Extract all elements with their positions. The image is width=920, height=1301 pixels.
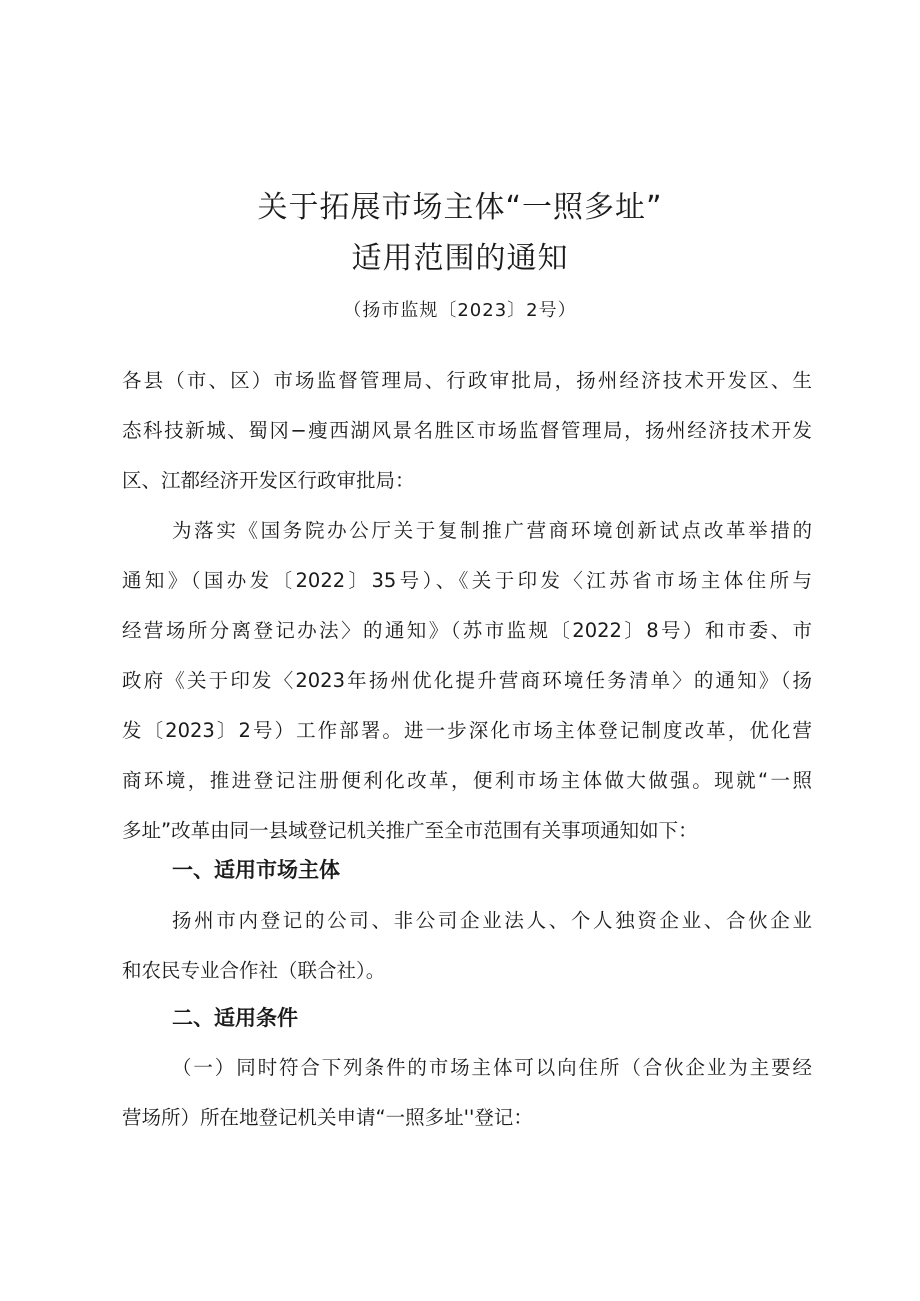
document-title-line-1: 关于拓展市场主体“一照多址”	[257, 190, 663, 225]
intro-line: 经营场所分离登记办法〉的通知》（苏市监规〔2022〕8号）和市委、市	[122, 619, 812, 642]
intro-line: 政府《关于印发〈2023年扬州优化提升营商环境任务清单〉的通知》（扬	[122, 669, 812, 692]
section-1-line: 扬州市内登记的公司、非公司企业法人、个人独资企业、合伙企业	[172, 909, 812, 932]
document-number: （扬市监规〔2023〕2号）	[343, 300, 577, 321]
intro-line: 通知》（国办发〔2022〕35号）、《关于印发〈江苏省市场主体住所与	[122, 569, 812, 592]
addressee-line: 区、江都经济开发区行政审批局：	[122, 469, 415, 492]
addressee-line: 态科技新城、蜀冈−瘦西湖风景名胜区市场监督管理局，扬州经济技术开发	[122, 419, 812, 442]
section-2-heading: 二、适用条件	[172, 1006, 298, 1030]
section-2-line: 营场所）所在地登记机关申请“一照多址''登记：	[122, 1106, 533, 1129]
document-title-line-2: 适用范围的通知	[351, 241, 569, 276]
addressee-line: 各县（市、区）市场监督管理局、行政审批局，扬州经济技术开发区、生	[122, 369, 812, 392]
intro-line: 为落实《国务院办公厅关于复制推广营商环境创新试点改革举措的	[172, 519, 812, 542]
section-1-heading: 一、适用市场主体	[172, 858, 340, 882]
intro-line: 发〔2023〕2号）工作部署。进一步深化市场主体登记制度改革，优化营	[122, 719, 812, 742]
intro-line: 商环境，推进登记注册便利化改革，便利市场主体做大做强。现就“一照	[122, 769, 812, 792]
section-2-line: （一）同时符合下列条件的市场主体可以向住所（合伙企业为主要经	[172, 1056, 812, 1079]
section-1-line: 和农民专业合作社（联合社）。	[122, 959, 386, 982]
intro-line: 多址”改革由同一县域登记机关推广至全市范围有关事项通知如下：	[122, 819, 698, 842]
